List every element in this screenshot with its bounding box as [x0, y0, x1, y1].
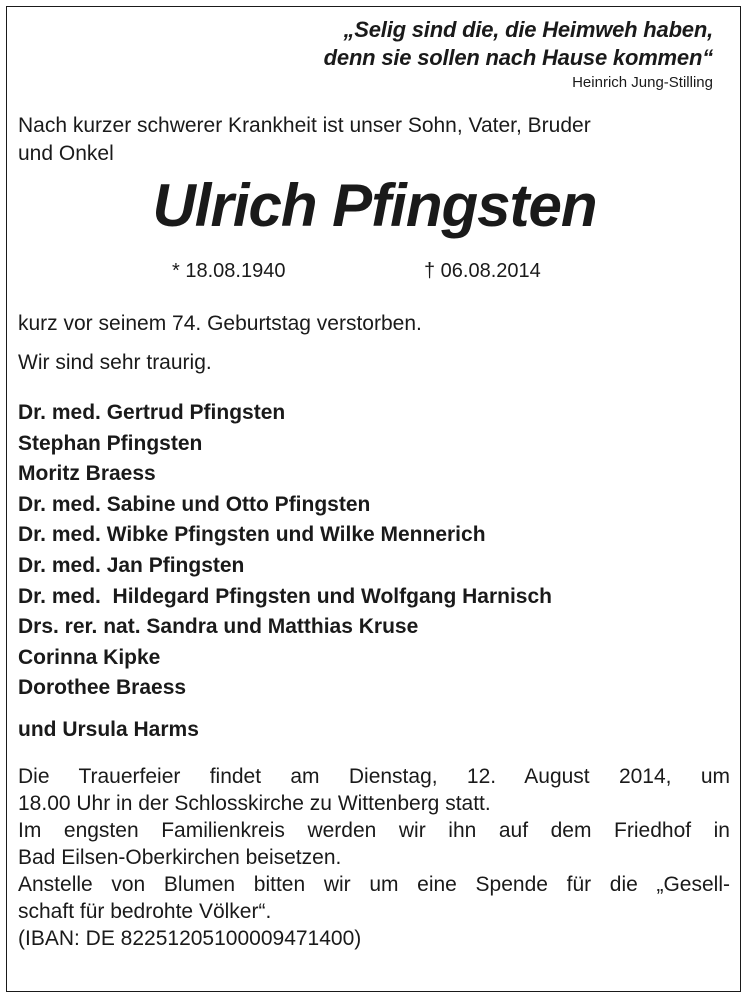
sorrow-statement: Wir sind sehr traurig. — [18, 351, 212, 374]
mourner-name: Drs. rer. nat. Sandra und Matthias Kruse — [18, 615, 419, 639]
mourner-name: Dr. med. Sabine und Otto Pfingsten — [18, 492, 371, 516]
notice-line-7: (IBAN: DE 82251205100009471400) — [18, 927, 362, 950]
epigraph-line-1: „Selig sind die, die Heimweh haben, — [343, 17, 713, 42]
funeral-notice — [18, 763, 730, 952]
mourner-name: Dr. med. Hildegard Pfingsten und Wolfgang Harnisch — [18, 584, 552, 608]
notice-line-3: Im engsten Familienkreis werden wir ihn auf dem Friedhof in — [18, 819, 730, 842]
epigraph-author: Heinrich Jung-Stilling — [572, 74, 713, 91]
mourner-name: Moritz Braess — [18, 462, 156, 486]
mourner-name: Dr. med. Gertrud Pfingsten — [18, 401, 286, 424]
mourner-name: Dr. med. Jan Pfingsten — [18, 553, 245, 577]
intro-text — [18, 112, 730, 168]
intro-line-1: Nach kurzer schwerer Krankheit ist unser Sohn, Vater, Bruder — [18, 114, 591, 137]
additional-mourner: und Ursula Harms — [18, 718, 199, 741]
mourner-name: Corinna Kipke — [18, 645, 161, 669]
epigraph — [324, 16, 713, 94]
notice-line-2: 18.00 Uhr in der Schlosskirche zu Wittenberg statt. — [18, 792, 491, 815]
mourner-name: Stephan Pfingsten — [18, 431, 203, 455]
notice-line-4: Bad Eilsen-Oberkirchen beisetzen. — [18, 846, 342, 869]
intro-line-2: und Onkel — [18, 142, 114, 165]
mourner-name: Dr. med. Wibke Pfingsten und Wilke Mennerich — [18, 523, 486, 547]
deceased-name: Ulrich Pfingsten — [152, 172, 597, 239]
epigraph-line-2: denn sie sollen nach Hause kommen“ — [323, 45, 713, 70]
death-date: † 06.08.2014 — [424, 260, 541, 282]
birth-date: * 18.08.1940 — [172, 260, 286, 282]
notice-line-6: schaft für bedrohte Völker“. — [18, 900, 272, 923]
mourner-name: Dorothee Braess — [18, 676, 187, 700]
notice-line-5: Anstelle von Blumen bitten wir um eine Spende für die „Gesell- — [18, 873, 730, 896]
mourners-list — [18, 398, 552, 704]
notice-line-1: Die Trauerfeier findet am Dienstag, 12. August 2014, um — [18, 765, 730, 788]
death-statement: kurz vor seinem 74. Geburtstag verstorben. — [18, 312, 422, 335]
